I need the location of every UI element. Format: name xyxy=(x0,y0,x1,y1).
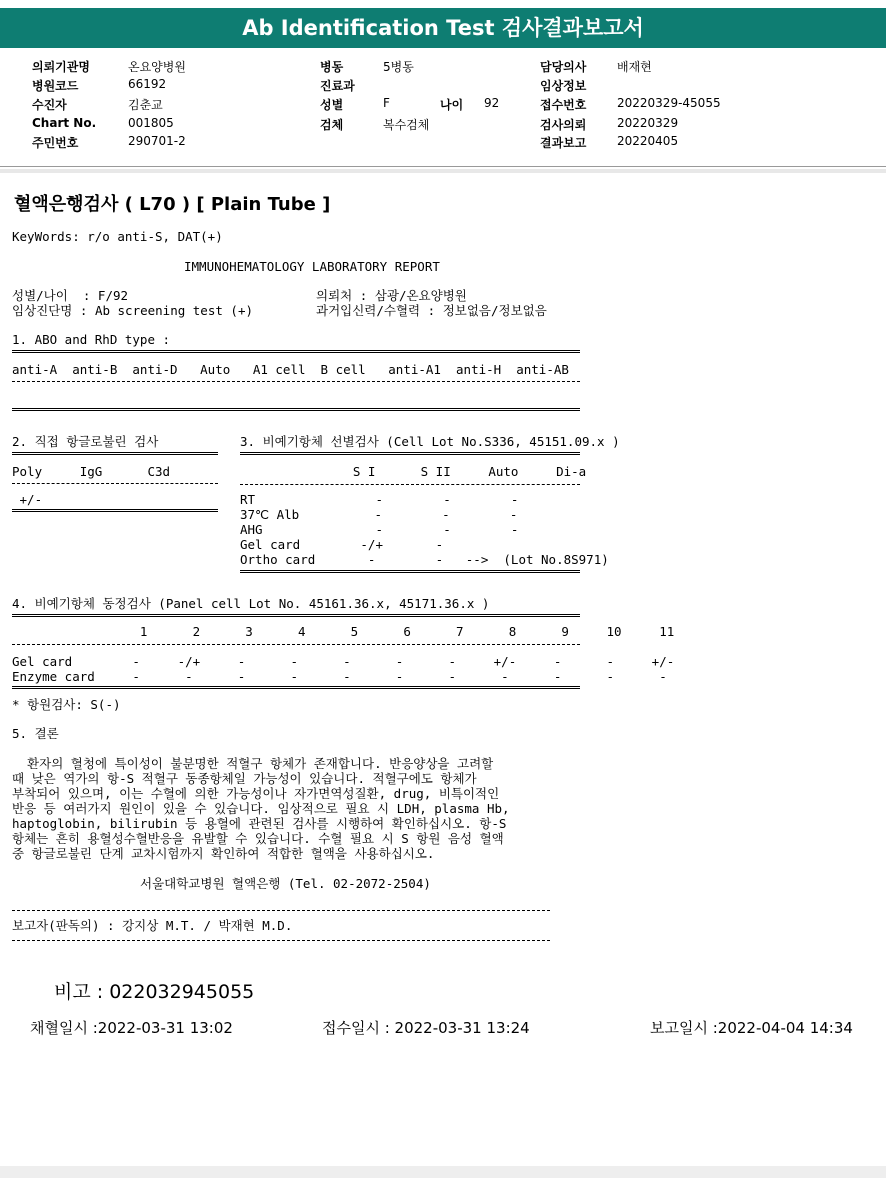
report-date-value: 20220405 xyxy=(617,134,679,148)
double-rule xyxy=(12,614,580,617)
lab-report-title: IMMUNOHEMATOLOGY LABORATORY REPORT xyxy=(184,259,440,274)
header-divider-shade xyxy=(0,169,886,173)
screening-row-ortho: Ortho card - - --> (Lot No.8S971) xyxy=(240,552,609,567)
dashed-rule xyxy=(12,644,580,645)
double-rule xyxy=(12,509,218,512)
screening-row-gel: Gel card -/+ - xyxy=(240,537,444,552)
resident-no-value: 290701-2 xyxy=(128,134,186,148)
conclusion-line: 반응 등 여러가지 원인이 있을 수 있습니다. 임상적으로 필요 시 LDH, plasma Hb, xyxy=(12,801,510,816)
doctor-label: 담당의사 xyxy=(540,60,587,74)
clinical-info-label: 임상정보 xyxy=(540,79,587,93)
resident-no-label: 주민번호 xyxy=(32,136,79,150)
conclusion-line: 때 낮은 역가의 항-S 적혈구 동종항체일 가능성이 있습니다. 적혈구에도 항체가 xyxy=(12,771,477,786)
report-date-label: 결과보고 xyxy=(540,136,587,150)
screening-title: 3. 비예기항체 선별검사 (Cell Lot No.S336, 45151.09.x ) xyxy=(240,434,620,449)
patient-value: 김춘교 xyxy=(128,98,163,112)
lab-name: 서울대학교병원 혈액은행 (Tel. 02-2072-2504) xyxy=(140,876,431,891)
department-label: 진료과 xyxy=(320,79,355,93)
sex-value: F xyxy=(383,96,390,110)
sex-label: 성별 xyxy=(320,98,344,112)
accession-value: 20220329-45055 xyxy=(617,96,721,110)
patient-label: 수진자 xyxy=(32,98,67,112)
note: 비고 : 022032945055 xyxy=(54,981,255,1003)
request-date-value: 20220329 xyxy=(617,116,679,130)
dat-title: 2. 직접 항글로불린 검사 xyxy=(12,434,159,449)
conclusion-title: 5. 결론 xyxy=(12,726,59,741)
history-line: 과거입신력/수혈력 : 정보없음/정보없음 xyxy=(316,303,547,318)
conclusion-line: 부착되어 있으며, 이는 수혈에 의한 가능성이나 자가면역성질환, drug, 비특이적인 xyxy=(12,786,500,801)
screening-row-rt: RT - - - xyxy=(240,492,519,507)
double-rule xyxy=(12,686,580,689)
dashed-rule xyxy=(12,381,580,382)
chart-no-label: Chart No. xyxy=(32,116,97,130)
reporter: 보고자(판독의) : 강지상 M.T. / 박재현 M.D. xyxy=(12,918,293,933)
requester-line: 의뢰처 : 삼광/온요양병원 xyxy=(316,288,467,303)
ward-label: 병동 xyxy=(320,60,344,74)
panel-header: 1 2 3 4 5 6 7 8 9 10 11 xyxy=(12,624,675,639)
chart-no-value: 001805 xyxy=(128,116,174,130)
doctor-value: 배재현 xyxy=(617,60,652,74)
double-rule xyxy=(12,350,580,353)
double-rule xyxy=(240,570,580,573)
double-rule xyxy=(240,452,580,455)
clinical-dx-line: 임상진단명 : Ab screening test (+) xyxy=(12,303,253,318)
collect-time: 채혈일시 :2022-03-31 13:02 xyxy=(30,1019,233,1037)
screening-row-ahg: AHG - - - xyxy=(240,522,519,537)
dashed-rule xyxy=(12,910,550,911)
sex-age-line: 성별/나이 : F/92 xyxy=(12,288,129,303)
dat-header: Poly IgG C3d xyxy=(12,464,171,479)
screening-header: S I S II Auto Di-a xyxy=(240,464,587,479)
double-rule xyxy=(12,452,218,455)
hospital-code-value: 66192 xyxy=(128,77,167,91)
report-title: Ab Identification Test 검사결과보고서 xyxy=(0,8,886,48)
abo-title: 1. ABO and RhD type : xyxy=(12,332,171,347)
ward-value: 5병동 xyxy=(383,60,414,74)
section-title: 혈액은행검사 ( L70 ) [ Plain Tube ] xyxy=(14,194,331,215)
report-time: 보고일시 :2022-04-04 14:34 xyxy=(650,1019,853,1037)
dashed-rule xyxy=(240,484,580,485)
hospital-code-label: 병원코드 xyxy=(32,79,79,93)
conclusion-line: 환자의 혈청에 특이성이 불분명한 적혈구 항체가 존재합니다. 반응양상을 고려할 xyxy=(12,756,494,771)
bottom-bar xyxy=(0,1166,886,1178)
conclusion-line: 중 항글로불린 단계 교차시험까지 확인하여 적합한 혈액을 사용하십시오. xyxy=(12,846,435,861)
header-divider xyxy=(0,166,886,167)
screening-row-alb: 37℃ Alb - - - xyxy=(240,507,518,522)
identification-title: 4. 비예기항체 동정검사 (Panel cell Lot No. 45161.36.x, 45171.36.x ) xyxy=(12,596,490,611)
dashed-rule xyxy=(12,940,550,941)
receive-time: 접수일시 : 2022-03-31 13:24 xyxy=(322,1019,530,1037)
panel-row-gel: Gel card - -/+ - - - - - +/- - - +/- xyxy=(12,654,675,669)
specimen-value: 복수검체 xyxy=(383,118,430,132)
double-rule xyxy=(12,408,580,411)
age-value: 92 xyxy=(484,96,500,110)
conclusion-line: 항체는 흔히 용혈성수혈반응을 유발할 수 있습니다. 수혈 필요 시 S 항원 음성 혈액 xyxy=(12,831,504,846)
abo-header: anti-A anti-B anti-D Auto A1 cell B cell anti-A1 anti-H anti-AB xyxy=(12,362,569,377)
antigen-test: * 항원검사: S(-) xyxy=(12,697,121,712)
specimen-label: 검체 xyxy=(320,118,344,132)
request-date-label: 검사의뢰 xyxy=(540,118,587,132)
keywords: KeyWords: r/o anti-S, DAT(+) xyxy=(12,229,223,244)
panel-row-enzyme: Enzyme card - - - - - - - - - - - xyxy=(12,669,667,684)
dat-value: +/- xyxy=(12,492,43,507)
accession-label: 접수번호 xyxy=(540,98,587,112)
hospital-value: 온요양병원 xyxy=(128,60,186,74)
dashed-rule xyxy=(12,483,218,484)
hospital-label: 의뢰기관명 xyxy=(32,60,90,74)
conclusion-line: haptoglobin, bilirubin 등 용혈에 관련된 검사를 시행하여 확인하십시오. 항-S xyxy=(12,816,507,831)
age-label: 나이 xyxy=(440,98,464,112)
